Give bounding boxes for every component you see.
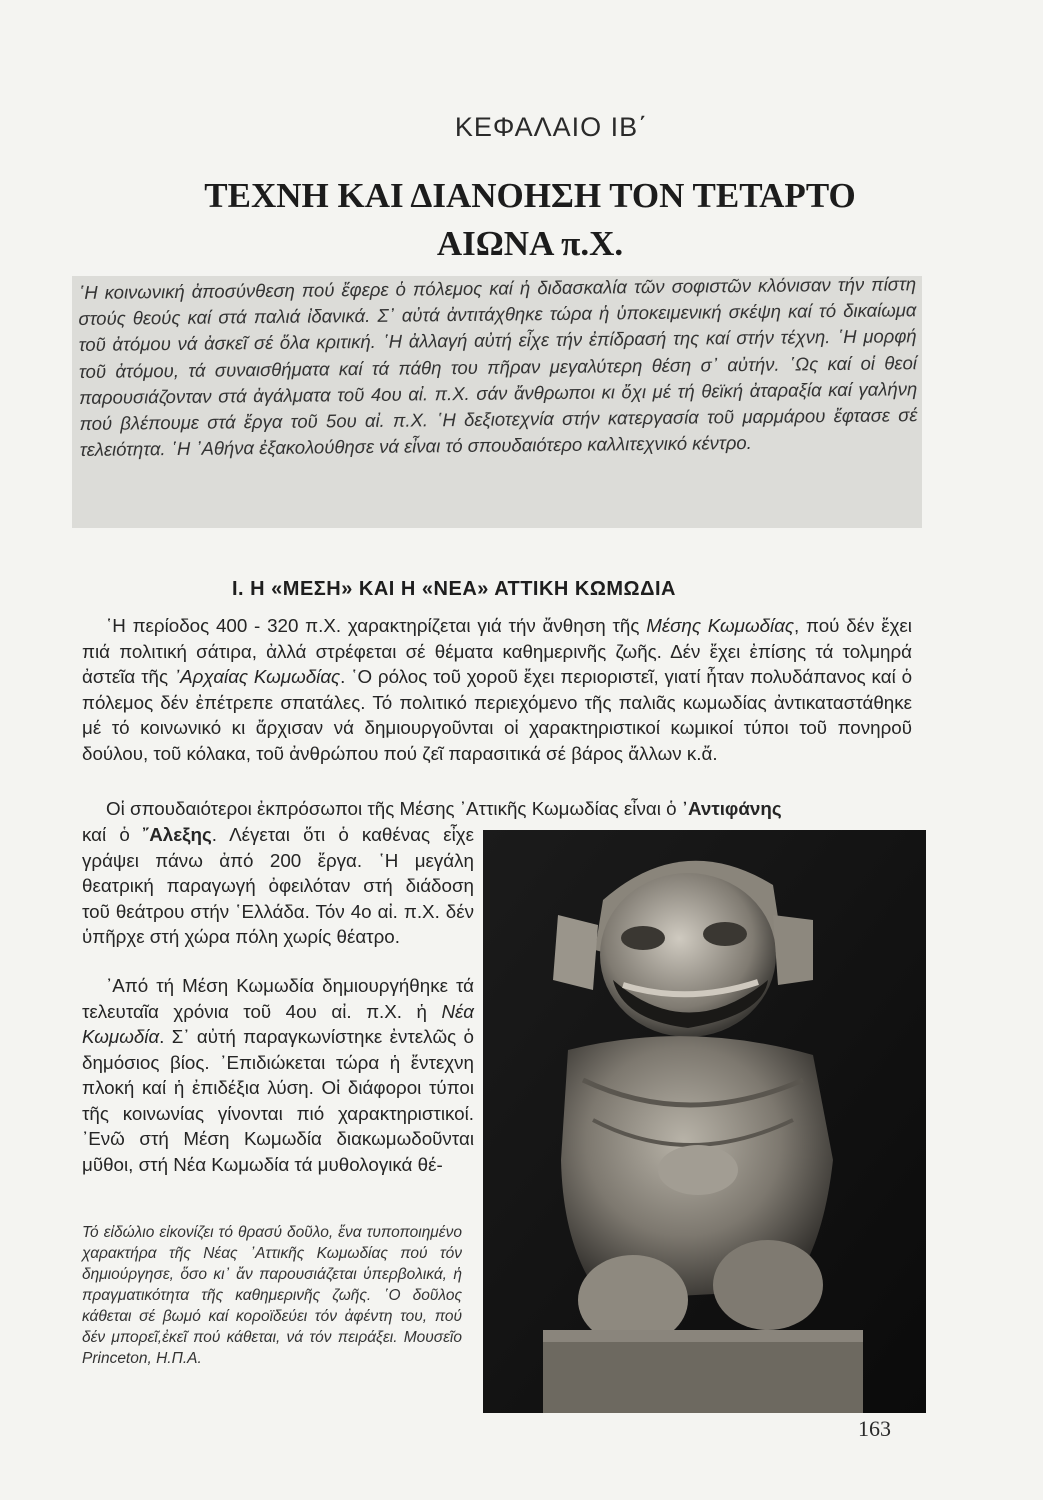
text-run: ῾Η περίοδος 400 - 320 π.Χ. χαρακτηρίζεται γιά τήν ἄνθηση τῆς bbox=[106, 615, 647, 636]
italic-term: ᾽Αρχαίας Κωμωδίας bbox=[173, 666, 341, 687]
chapter-label: ΚΕΦΑΛΑΙΟ ΙΒ΄ bbox=[454, 112, 649, 142]
bold-name: ῎Αλεξης bbox=[142, 824, 212, 845]
text-run: . ῾Ο ρόλος τοῦ χοροῦ ἔχει περιοριστεῖ, γιατί ἦταν πολυδάπανος καί ὁ πόλεμος δέν ἐπέτρεπε σπατάλες. Τό πολιτικό περιεχόμενο τῆς παλιᾶς κωμωδίας ἀντικαταστάθηκε μέ τό κοινωνικό κι ἄρχισαν νά δημιουργοῦνται οἱ χαρακτηριστικοί κωμικοί τύποι τοῦ πονηροῦ δούλου, τοῦ κόλακα, τοῦ ἀνθρώπου πού ζεῖ παρασιτικά σέ βάρος ἄλλων κ.ἄ. bbox=[82, 666, 913, 764]
text-run: . Σ᾽ αὐτή παραγκωνίστηκε ἐντελῶς ὁ δημόσιος βίος. ᾽Επιδιώκεται τώρα ἡ ἔντεχνη πλοκή καί ἡ ἐπιδέξια λύση. Οἱ διάφοροι τύποι τῆς κοινωνίας γίνονται πιό χαρακτηριστικοί. ᾽Ενῶ στή Μέση Κωμωδία διακωμωδοῦνται μῦθοι, στή Νέα Κωμωδία τά μυθολογικά θέ- bbox=[82, 1026, 474, 1175]
body-paragraph-1 bbox=[82, 613, 912, 766]
section-heading: Ι. Η «ΜΕΣΗ» ΚΑΙ Η «ΝΕΑ» ΑΤΤΙΚΗ ΚΩΜΩΔΙΑ bbox=[232, 578, 676, 600]
text-run: Οἱ σπουδαιότεροι ἐκπρόσωποι τῆς Μέσης ᾽Αττικῆς Κωμωδίας εἶναι ὁ bbox=[106, 798, 682, 819]
italic-term: Νέα Κωμωδία bbox=[82, 1000, 474, 1047]
text-run: . Λέγεται ὅτι ὁ καθένας εἶχε γράψει πάνω ἀπό 200 ἔργα. ῾Η μεγάλη θεατρική παραγωγή ὀφειλόταν στή διάδοση τοῦ θεάτρου στήν ῾Ελλάδα. Τόν 4ο αἰ. π.Χ. δέν ὑπῆρχε στή χώρα πόλη χωρίς θέατρο. bbox=[82, 824, 474, 947]
statuette-photo bbox=[483, 830, 926, 1413]
chapter-title-line-1: ΤΕΧΝΗ ΚΑΙ ΔΙΑΝΟΗΣΗ ΤΟΝ ΤΕΤΑΡΤΟ bbox=[204, 176, 856, 215]
chapter-title bbox=[160, 172, 900, 268]
chapter-title-line-2: ΑΙΩΝΑ π.Χ. bbox=[436, 224, 624, 263]
text-run: ᾽Από τή Μέση Κωμωδία δημιουργήθηκε τά τελευταῖα χρόνια τοῦ 4ου αἰ. π.Χ. ἡ bbox=[82, 975, 474, 1022]
body-paragraph-2 bbox=[82, 822, 474, 950]
figure-caption: Τό εἰδώλιο εἰκονίζει τό θρασύ δοῦλο, ἕνα τυποποιημένο χαρακτήρα τῆς Νέας ᾽Αττικῆς Κωμωδίας πού τόν δημιούργησε, ὅσο κι᾽ ἄν παρουσιάζεται ὑπερβολικά, ἡ πραγματικότητα τῆς καθημερινῆς ζωῆς. ῾Ο δοῦλος κάθεται σέ βωμό καί κοροϊδεύει τόν ἀφέντη του, πού δέν μπορεῖ,ἐκεῖ πού κάθεται, νά τόν πειράξει. Μουσεῖο Princeton, Η.Π.Α. bbox=[82, 1224, 462, 1367]
chapter-intro: ῾Η κοινωνική ἀποσύνθεση πού ἔφερε ὁ πόλεμος καί ἡ διδασκαλία τῶν σοφιστῶν κλόνισαν τήν πίστη στούς θεούς καί στά παλιά ἰδανικά. Σ᾽ αὐτά ἀντιτάχθηκε τώρα ἡ ὑποκειμενική σκέψη καί τό δικαίωμα τοῦ ἀτόμου νά ἀσκεῖ σέ ὅλα κριτική. ῾Η ἀλλαγή αὐτή εἶχε τήν ἐπίδρασή της καί στήν τέχνη. ῾Η μορφή τοῦ ἀτόμου, τά συναισθήματα καί τά πάθη του πῆραν μεγαλύτερη θέση σ᾽ αὐτήν. ῾Ως καί οἱ θεοί παρουσιάζονταν στά ἀγάλματα τοῦ 4ου αἰ. π.Χ. σάν ἄνθρωποι κι ὄχι μέ τή θεϊκή ἀταραξία καί γαλήνη πού βλέπουμε στά ἔργα τοῦ 5ου αἰ. π.Χ. ῾Η δεξιοτεχνία στήν κατεργασία τοῦ μαρμάρου ἔφτασε σέ τελειότητα. ῾Η ᾽Αθήνα ἐξακολούθησε νά εἶναι τό σπουδαιότερο καλλιτεχνικό κέντρο. bbox=[78, 273, 918, 461]
text-run: , πού δέν ἔχει πιά πολιτική σάτιρα, ἀλλά στρέφεται σέ θέματα καθημερινῆς ζωῆς. Δέν ἔχει ἐπίσης τά τολμηρά ἀστεῖα τῆς bbox=[82, 615, 912, 687]
bold-name: ᾽Αντιφάνης bbox=[681, 798, 782, 819]
italic-term: Μέσης Κωμωδίας bbox=[646, 615, 795, 636]
text-run: καί ὁ bbox=[82, 824, 143, 845]
statuette-figure bbox=[483, 830, 926, 1413]
page-number: 163 bbox=[858, 1416, 891, 1441]
body-paragraph-3 bbox=[82, 973, 474, 1177]
body-paragraph-2-first-line bbox=[82, 796, 912, 822]
